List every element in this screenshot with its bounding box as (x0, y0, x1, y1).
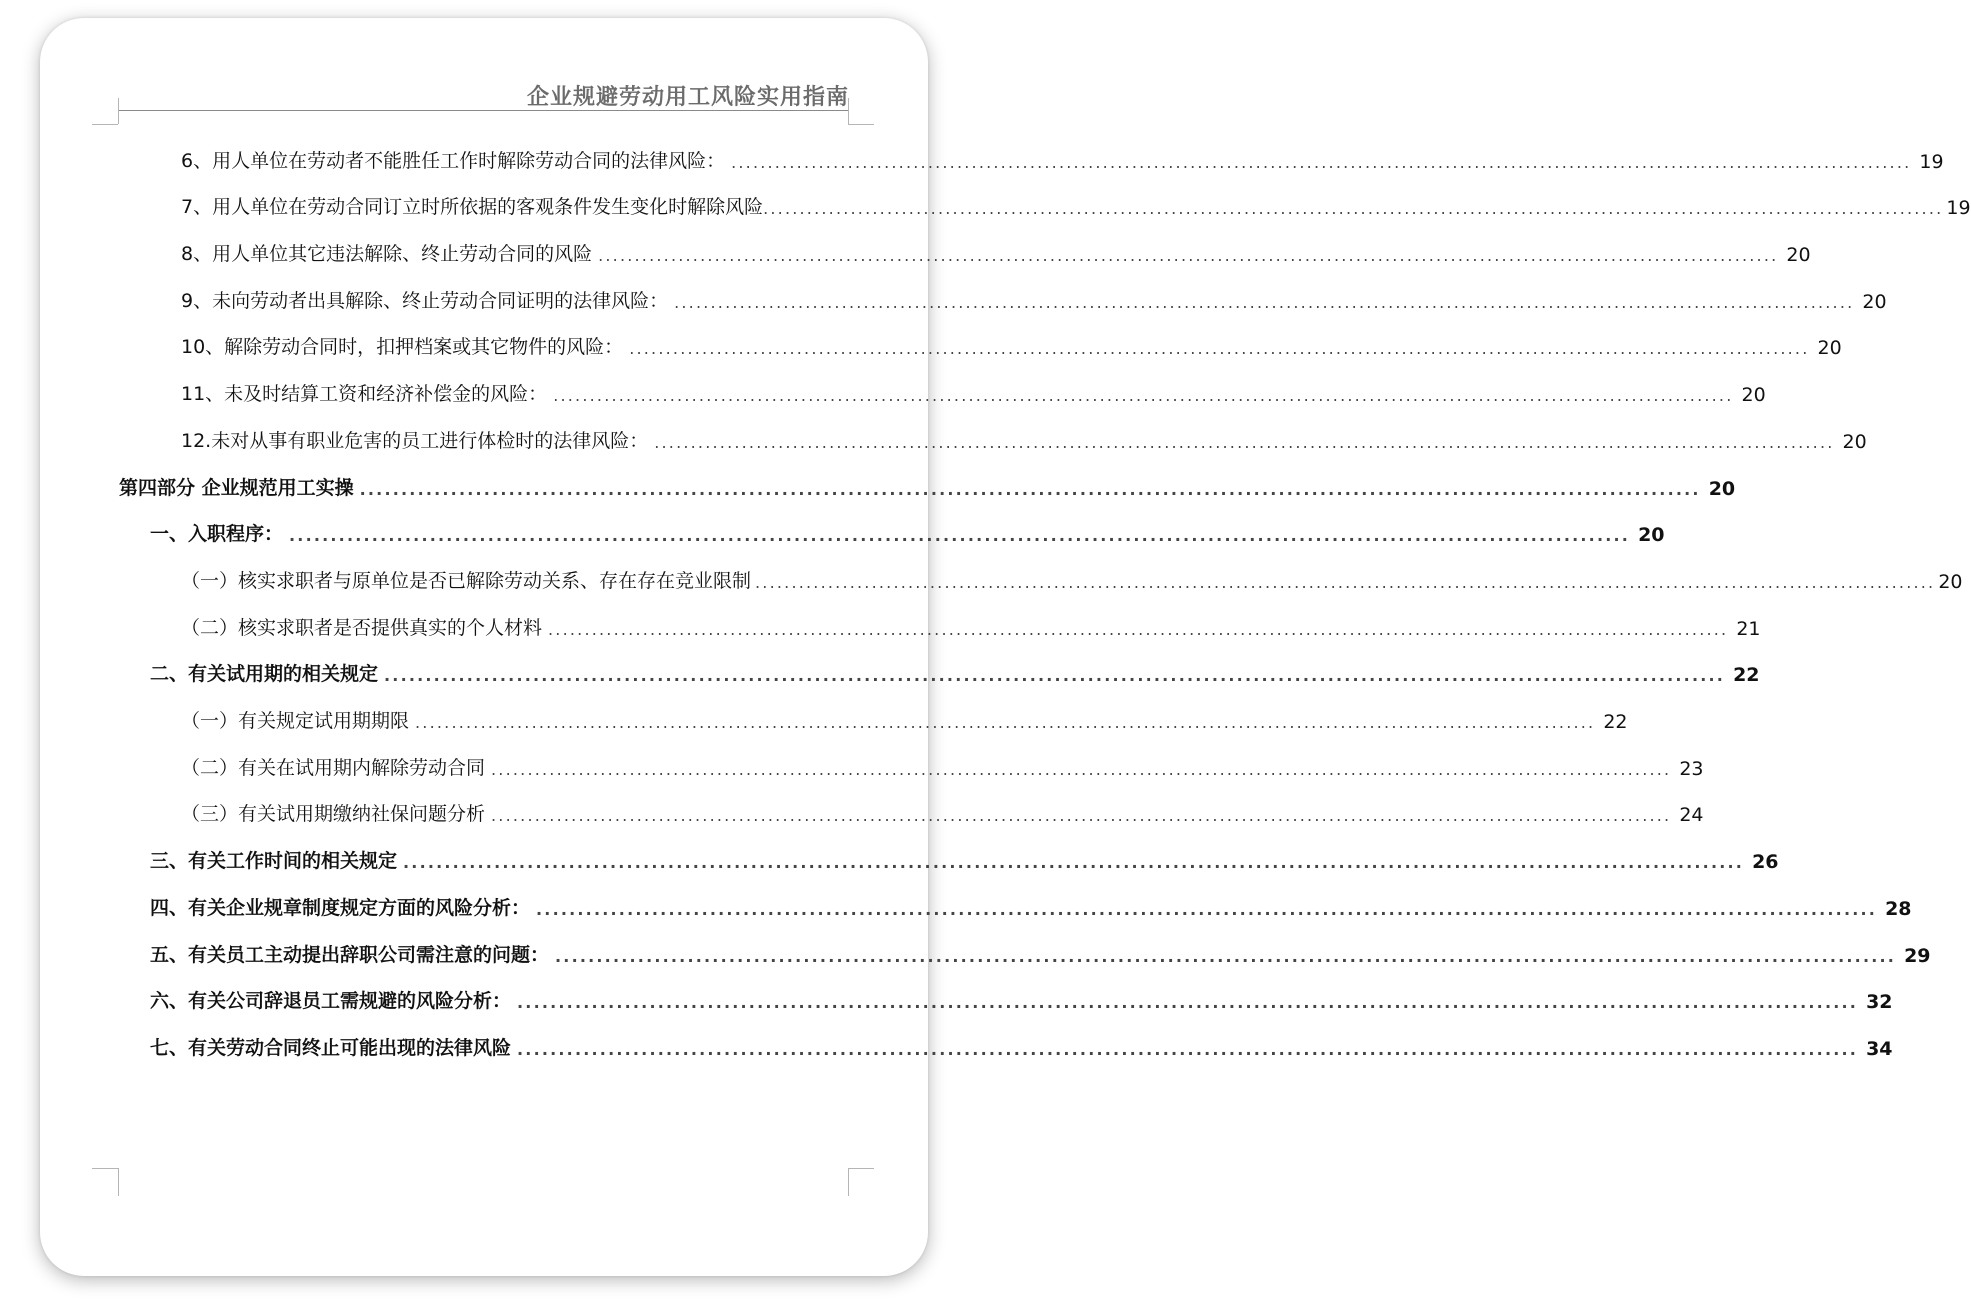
toc-entry-text: （三）有关试用期缴纳社保问题分析 (181, 803, 486, 825)
crop-mark-bottom-left (92, 1168, 118, 1169)
toc-page-number: 26 (1752, 851, 1779, 873)
toc-entry-section[interactable] (150, 937, 1931, 967)
toc-leader: .................................................................................................................................................................. (359, 480, 1701, 499)
toc-entry-text: 7、用人单位在劳动合同订立时所依据的客观条件发生变化时解除风险 (181, 196, 764, 218)
toc-entry[interactable] (181, 423, 1867, 453)
toc-leader: .................................................................................................................................................................. (629, 339, 1810, 358)
toc-entry-text: 七、有关劳动合同终止可能出现的法律风险 (150, 1037, 512, 1059)
toc-leader: .................................................................................................................................................................. (548, 620, 1729, 639)
toc-entry[interactable] (181, 283, 1887, 313)
toc-page-number: 20 (1938, 571, 1963, 593)
toc-entry-section[interactable] (150, 1030, 1893, 1060)
toc-page-number: 20 (1708, 478, 1736, 500)
toc-leader: .................................................................................................................................................................. (517, 993, 1859, 1012)
crop-mark-top-right-vertical (848, 98, 849, 124)
toc-page-number: 19 (1919, 151, 1944, 173)
toc-leader: .................................................................................................................................................................. (755, 573, 1936, 592)
toc-entry[interactable] (181, 703, 1628, 733)
toc-entry-text: 六、有关公司辞退员工需规避的风险分析： (150, 990, 512, 1012)
toc-entry[interactable] (181, 796, 1704, 826)
toc-entry-text: 9、未向劳动者出具解除、终止劳动合同证明的法律风险： (181, 290, 669, 312)
toc-entry[interactable] (181, 329, 1842, 359)
toc-leader: .................................................................................................................................................................. (555, 947, 1897, 966)
toc-entry-text: 8、用人单位其它违法解除、终止劳动合同的风险 (181, 243, 593, 265)
toc-page-number: 32 (1866, 991, 1893, 1013)
toc-page-number: 24 (1679, 804, 1704, 826)
toc-entry-text: （一）有关规定试用期期限 (181, 710, 410, 732)
toc-page-number: 20 (1842, 431, 1867, 453)
toc-entry[interactable] (181, 750, 1704, 780)
toc-entry-text: 五、有关员工主动提出辞职公司需注意的问题： (150, 944, 550, 966)
toc-entry[interactable] (181, 189, 1971, 219)
toc-entry-text: （一）核实求职者与原单位是否已解除劳动关系、存在存在竞业限制 (181, 570, 752, 592)
toc-leader: .................................................................................................................................................................. (384, 666, 1726, 685)
toc-leader: .................................................................................................................................................................. (674, 293, 1855, 312)
toc-entry[interactable] (181, 563, 1963, 593)
toc-leader: .................................................................................................................................................................. (598, 246, 1779, 265)
toc-entry-section[interactable] (150, 656, 1760, 686)
toc-entry-text: （二）核实求职者是否提供真实的个人材料 (181, 617, 543, 639)
toc-entry[interactable] (181, 143, 1944, 173)
crop-mark-bottom-left-vertical (118, 1168, 119, 1196)
toc-leader: .................................................................................................................................................................. (553, 386, 1734, 405)
toc-page-number: 22 (1603, 711, 1628, 733)
toc-entry-text: 第四部分 企业规范用工实操 (119, 477, 354, 499)
toc-entry-text: 一、入职程序： (150, 523, 284, 545)
toc-page-number: 20 (1741, 384, 1766, 406)
toc-entry-text: 12.未对从事有职业危害的员工进行体检时的法律风险： (181, 430, 649, 452)
toc-page-number: 23 (1679, 758, 1704, 780)
toc-page-number: 20 (1817, 337, 1842, 359)
toc-entry-section[interactable] (150, 843, 1779, 873)
toc-leader: .................................................................................................................................................................. (654, 433, 1835, 452)
crop-mark-bottom-right (848, 1168, 874, 1169)
toc-leader: .................................................................................................................................................................. (517, 1040, 1859, 1059)
toc-entry-text: 6、用人单位在劳动者不能胜任工作时解除劳动合同的法律风险： (181, 150, 726, 172)
toc-page-number: 20 (1786, 244, 1811, 266)
toc-leader: .................................................................................................................................................................. (289, 526, 1631, 545)
toc-entry-section[interactable] (150, 890, 1912, 920)
crop-mark-top-left (92, 124, 118, 125)
toc-entry-text: 三、有关工作时间的相关规定 (150, 850, 398, 872)
toc-entry-section[interactable] (150, 983, 1893, 1013)
toc-leader: .................................................................................................................................................................. (731, 153, 1912, 172)
toc-page-number: 20 (1638, 524, 1665, 546)
toc-leader: .................................................................................................................................................................. (415, 713, 1596, 732)
toc-page-number: 29 (1904, 945, 1931, 967)
toc-leader: .................................................................................................................................................................. (403, 853, 1745, 872)
toc-leader: .................................................................................................................................................................. (491, 806, 1672, 825)
header-rule (118, 110, 848, 111)
toc-page-number: 34 (1866, 1038, 1893, 1060)
toc-entry-text: 二、有关试用期的相关规定 (150, 663, 379, 685)
toc-leader: .................................................................................................................................................................. (536, 900, 1878, 919)
toc-page-number: 28 (1885, 898, 1912, 920)
running-header-title: 企业规避劳动用工风险实用指南 (526, 85, 849, 110)
toc-page-number: 22 (1733, 664, 1760, 686)
toc-entry[interactable] (181, 236, 1811, 266)
toc-page-number: 20 (1862, 291, 1887, 313)
toc-entry-text: （二）有关在试用期内解除劳动合同 (181, 757, 486, 779)
toc-page-number: 21 (1736, 618, 1761, 640)
crop-mark-top-right (848, 124, 874, 125)
crop-mark-bottom-right-vertical (848, 1168, 849, 1196)
toc-entry-text: 四、有关企业规章制度规定方面的风险分析： (150, 897, 531, 919)
toc-entry-text: 11、未及时结算工资和经济补偿金的风险： (181, 383, 548, 405)
toc-entry-text: 10、解除劳动合同时，扣押档案或其它物件的风险： (181, 336, 624, 358)
toc-page-number: 19 (1946, 197, 1971, 219)
crop-mark-top-left-vertical (118, 98, 119, 124)
toc-entry[interactable] (181, 610, 1761, 640)
toc-entry[interactable] (181, 376, 1766, 406)
toc-leader: .................................................................................................................................................................. (491, 760, 1672, 779)
toc-leader: .................................................................................................................................................................. (763, 199, 1944, 218)
toc-entry-section[interactable] (150, 516, 1665, 546)
toc-entry-part[interactable] (119, 470, 1736, 500)
